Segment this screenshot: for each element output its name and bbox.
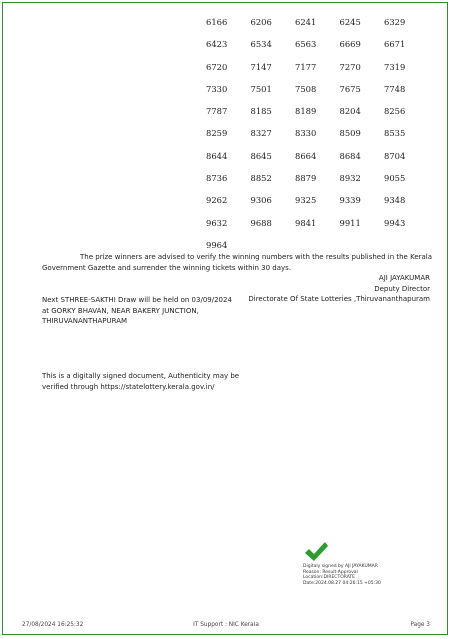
winning-number: 8932 bbox=[339, 173, 361, 184]
winning-number: 6720 bbox=[206, 61, 228, 72]
winning-number: 7270 bbox=[339, 61, 361, 72]
winning-number: 8259 bbox=[206, 128, 228, 139]
winning-number: 6563 bbox=[295, 39, 317, 50]
winning-number: 7748 bbox=[384, 83, 406, 94]
winning-number: 8879 bbox=[295, 173, 317, 184]
footer-page-number: Page 3 bbox=[410, 622, 430, 628]
winning-number: 9911 bbox=[339, 217, 361, 228]
checkmark-icon bbox=[303, 540, 329, 564]
winning-number: 8852 bbox=[250, 173, 272, 184]
next-draw-venue: at GORKY BHAVAN, NEAR BAKERY JUNCTION, bbox=[42, 306, 199, 315]
winning-number: 8645 bbox=[250, 150, 272, 161]
winning-number: 8189 bbox=[295, 106, 317, 117]
winning-number: 6669 bbox=[339, 39, 361, 50]
winning-number: 7787 bbox=[206, 106, 228, 117]
winning-number: 8330 bbox=[295, 128, 317, 139]
winning-number: 9841 bbox=[295, 217, 317, 228]
winning-number: 8535 bbox=[384, 128, 406, 139]
winning-number: 8185 bbox=[250, 106, 272, 117]
next-draw-info bbox=[42, 295, 232, 327]
winning-number: 9348 bbox=[384, 195, 406, 206]
winning-number: 9688 bbox=[250, 217, 272, 228]
signature-reason: Reason: Result-Approval bbox=[303, 569, 358, 575]
winning-number: 7330 bbox=[206, 83, 228, 94]
page-footer bbox=[22, 622, 430, 630]
winning-number: 7319 bbox=[384, 61, 406, 72]
winning-number: 8644 bbox=[206, 150, 228, 161]
next-draw-city: THIRUVANANTHAPURAM bbox=[42, 317, 128, 325]
winning-number: 7501 bbox=[250, 83, 272, 94]
winning-number: 7147 bbox=[250, 61, 272, 72]
winning-number: 6245 bbox=[339, 17, 361, 27]
winning-numbers-grid bbox=[206, 15, 429, 260]
winning-number: 9325 bbox=[295, 195, 317, 206]
winning-number: 7177 bbox=[295, 61, 317, 72]
winning-number: 9306 bbox=[250, 195, 272, 206]
winning-number: 9964 bbox=[206, 239, 228, 250]
winning-number: 8509 bbox=[339, 128, 361, 139]
winning-number: 6166 bbox=[206, 17, 228, 27]
winning-number: 6329 bbox=[384, 17, 406, 27]
winning-number: 6534 bbox=[250, 39, 272, 50]
winners-notice: The prize winners are advised to verify the winning numbers with the results published in the Kerala Government Gazette and surrender the winning tickets within 30 days. bbox=[42, 253, 433, 272]
winning-number: 8327 bbox=[250, 128, 272, 139]
winning-number: 8684 bbox=[339, 150, 361, 161]
next-draw-line: Next STHREE-SAKTHI Draw will be held on 03/09/2024 bbox=[42, 296, 232, 304]
winning-number: 8704 bbox=[384, 150, 406, 161]
signature-date: Date:2024.08.27 04:26:15 +05:30 bbox=[303, 580, 381, 586]
signature-location: Location:DIRECTORATE bbox=[303, 575, 356, 581]
winning-number: 6671 bbox=[384, 39, 406, 50]
verification-url: verified through https://statelottery.kerala.gov.in/ bbox=[42, 382, 215, 391]
winning-number: 7508 bbox=[295, 83, 317, 94]
footer-support: IT Support : NIC Kerala bbox=[193, 622, 259, 628]
winning-number: 8204 bbox=[339, 106, 361, 117]
winning-number: 9339 bbox=[339, 195, 361, 206]
winning-number: 8736 bbox=[206, 173, 228, 184]
signature-details bbox=[303, 564, 381, 586]
winning-number: 9262 bbox=[206, 195, 228, 206]
winning-number: 8664 bbox=[295, 150, 317, 161]
winning-number: 9632 bbox=[206, 217, 228, 228]
winning-number: 7675 bbox=[339, 83, 361, 94]
footer-timestamp: 27/08/2024 16:25:32 bbox=[22, 622, 84, 628]
officer-name: AJI JAYAKUMAR bbox=[378, 274, 430, 282]
officer-title: Deputy Director bbox=[374, 284, 430, 293]
winning-number: 6206 bbox=[250, 17, 272, 27]
digital-signature-note bbox=[42, 371, 239, 392]
winning-number: 6241 bbox=[295, 17, 317, 27]
winning-number: 9943 bbox=[384, 217, 406, 228]
signer-line: Digitaly signed by AJI JAYAKUMAR bbox=[303, 564, 378, 569]
winning-number: 9055 bbox=[384, 173, 406, 184]
signature-note-line: This is a digitally signed document, Authenticity may be bbox=[42, 372, 240, 380]
officer-department: Directorate Of State Lotteries ,Thiruvananthapuram bbox=[248, 295, 430, 303]
winning-number: 6423 bbox=[206, 39, 228, 50]
winning-number: 8256 bbox=[384, 106, 406, 117]
signing-officer bbox=[248, 273, 430, 305]
